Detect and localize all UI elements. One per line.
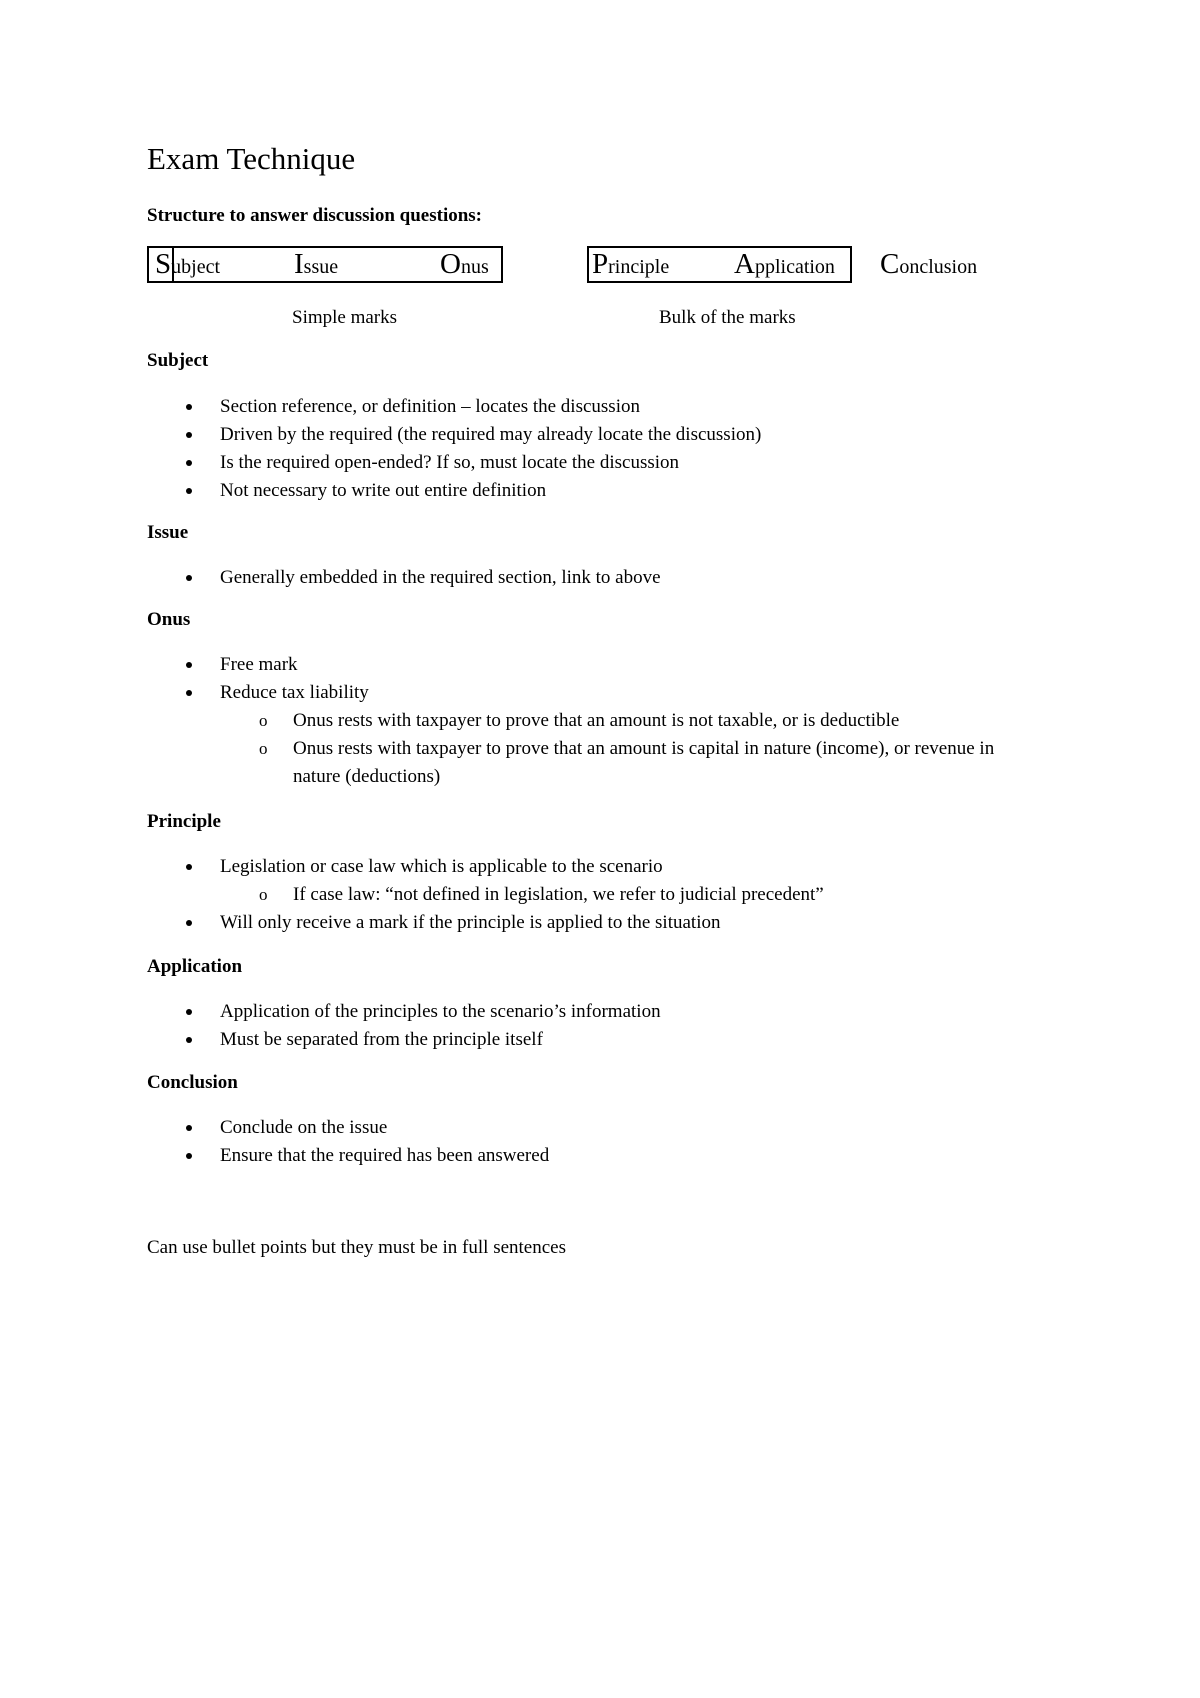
bullet-icon xyxy=(186,920,192,926)
list-item: Conclude on the issue xyxy=(147,1114,1047,1142)
sub-list-item: o If case law: “not defined in legislation, we refer to judicial precedent” xyxy=(220,881,1013,909)
list-item: Legislation or case law which is applicable to the scenario o If case law: “not defined in legislation, we refer to judicial precedent” xyxy=(147,853,1047,909)
bullet-icon xyxy=(186,864,192,870)
acronym-principle xyxy=(592,250,669,279)
principle-list xyxy=(147,853,1047,937)
bullet-icon xyxy=(186,662,192,668)
application-list xyxy=(147,998,1047,1054)
acronym-issue-initial: I xyxy=(294,248,304,280)
onus-sub-list xyxy=(220,707,1047,791)
acronym-application-initial: A xyxy=(734,248,755,280)
list-item: Driven by the required (the required may already locate the discussion) xyxy=(147,421,1047,449)
page-subtitle: Structure to answer discussion questions: xyxy=(147,205,483,226)
list-item: Free mark xyxy=(147,651,1047,679)
list-item: Application of the principles to the scenario’s information xyxy=(147,998,1047,1026)
acronym-conclusion-rest: onclusion xyxy=(899,256,978,278)
list-item: Reduce tax liability o Onus rests with taxpayer to prove that an amount is not taxable, or is deductible o Onus rests with taxpayer to prove that an amount is capital in nature (income), or revenue in nature (deductions) xyxy=(147,679,1047,791)
acronym-application xyxy=(734,250,835,279)
subject-list xyxy=(147,393,1047,505)
acronym-conclusion-initial: C xyxy=(880,248,900,280)
simple-marks-label: Simple marks xyxy=(292,307,398,328)
list-item: Will only receive a mark if the principle is applied to the situation xyxy=(147,909,1047,937)
onus-list xyxy=(147,651,1047,791)
bullet-icon xyxy=(186,575,192,581)
bullet-icon xyxy=(186,404,192,410)
sub-list-item: o Onus rests with taxpayer to prove that an amount is not taxable, or is deductible xyxy=(220,707,1013,735)
sub-bullet-icon: o xyxy=(259,711,268,730)
acronym-onus-rest: nus xyxy=(460,256,489,278)
bulk-marks-label: Bulk of the marks xyxy=(659,307,796,328)
heading-conclusion: Conclusion xyxy=(147,1072,238,1093)
bullet-icon xyxy=(186,432,192,438)
list-item: Generally embedded in the required section, link to above xyxy=(147,564,1047,592)
sub-bullet-icon: o xyxy=(259,885,268,904)
closing-note: Can use bullet points but they must be in full sentences xyxy=(147,1237,566,1258)
heading-onus: Onus xyxy=(147,609,191,630)
acronym-onus xyxy=(440,250,489,279)
acronym-issue xyxy=(294,250,338,279)
acronym-application-rest: pplication xyxy=(754,256,835,278)
acronym-subject xyxy=(155,250,220,279)
bullet-icon xyxy=(186,460,192,466)
list-item: Not necessary to write out entire definition xyxy=(147,477,1047,505)
bullet-icon xyxy=(186,1125,192,1131)
acronym-subject-rest: ubject xyxy=(171,256,221,278)
acronym-principle-initial: P xyxy=(592,248,609,280)
bullet-icon xyxy=(186,1037,192,1043)
heading-application: Application xyxy=(147,956,243,977)
principle-sub-list xyxy=(220,881,1047,909)
bullet-icon xyxy=(186,690,192,696)
list-item: Must be separated from the principle itself xyxy=(147,1026,1047,1054)
acronym-onus-initial: O xyxy=(440,248,461,280)
page-title: Exam Technique xyxy=(147,141,356,176)
sub-bullet-icon: o xyxy=(259,739,268,758)
acronym-issue-rest: ssue xyxy=(303,256,339,278)
acronym-principle-rest: rinciple xyxy=(608,256,670,278)
list-item: Ensure that the required has been answered xyxy=(147,1142,1047,1170)
heading-issue: Issue xyxy=(147,522,189,543)
conclusion-list xyxy=(147,1114,1047,1170)
list-item: Section reference, or definition – locates the discussion xyxy=(147,393,1047,421)
issue-list xyxy=(147,564,1047,592)
bullet-icon xyxy=(186,488,192,494)
bullet-icon xyxy=(186,1153,192,1159)
bullet-icon xyxy=(186,1009,192,1015)
heading-principle: Principle xyxy=(147,811,221,832)
sub-list-item: o Onus rests with taxpayer to prove that an amount is capital in nature (income), or revenue in nature (deductions) xyxy=(220,735,1013,791)
acronym-conclusion xyxy=(880,250,977,279)
list-item: Is the required open-ended? If so, must locate the discussion xyxy=(147,449,1047,477)
acronym-subject-initial: S xyxy=(155,248,172,280)
heading-subject: Subject xyxy=(147,350,209,371)
